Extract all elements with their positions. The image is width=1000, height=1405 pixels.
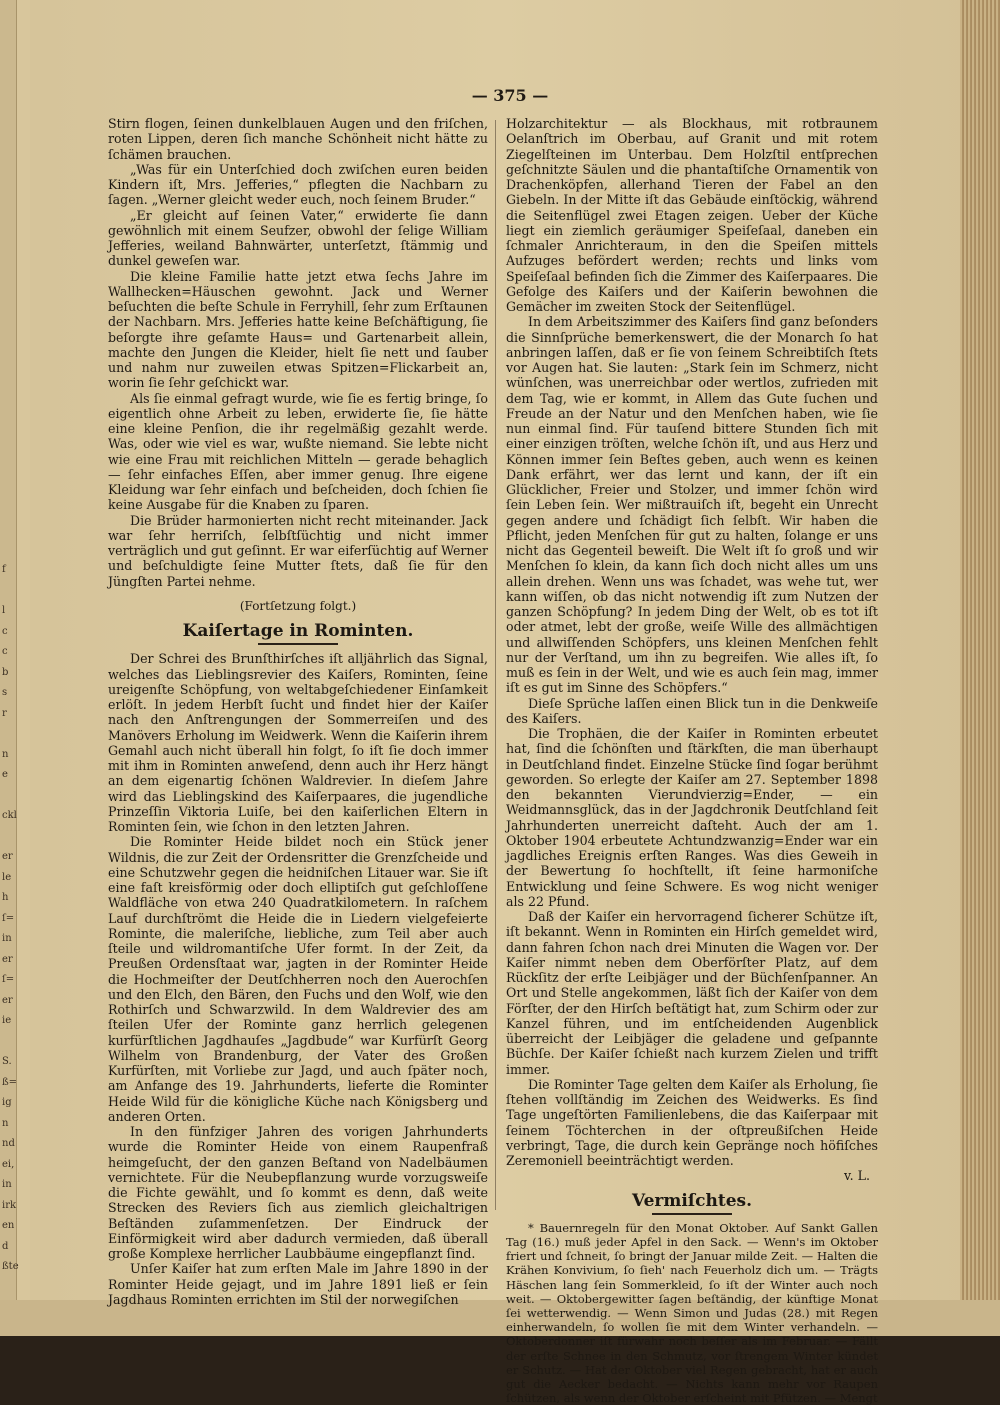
- right-column: [506, 116, 878, 1405]
- misc-title: Vermiſchtes.: [631, 1190, 753, 1211]
- edge-letter: in: [2, 933, 12, 944]
- story-paragraph: „Er gleicht auf ſeinen Vater,“ erwiderte ſie dann gewöhnlich mit einem Seufzer, obwohl der ſelige William Jefferies, weiland Bahnwärter, unterſetzt, ſtämmig und dunkel geweſen war.: [108, 207, 488, 269]
- edge-letter: d: [2, 1240, 9, 1252]
- edge-letter: ig: [2, 1097, 12, 1108]
- article-paragraph: In dem Arbeitszimmer des Kaiſers ſind ganz beſonders die Sinnſprüche bemerkenswert, die der Monarch ſo hat anbringen laſſen, daß er ſie von ſeinem Schreibtiſch ſtets vor Augen hat. Sie lauten: „Stark ſein im Schmerz, nicht wünſchen, was unerreichbar oder wertlos, zufrieden mit dem Tag, wie er kommt, in Allem das Gute ſuchen und Freude an der Natur und den Menſchen haben, wie ſie nun einmal ſind. Für tauſend bittere Stunden ſich mit einer einzigen tröſten, welche ſchön iſt, und aus Herz und Können immer ſein Beſtes geben, auch wenn es keinen Dank erfährt, wer das lernt und kann, der iſt ein Glücklicher, Freier und Stolzer, und immer ſchön wird ſein Leben ſein. Wer mißtrauiſch iſt, begeht ein Unrecht gegen andere und ſchädigt ſich ſelbſt. Wir haben die Pflicht, jeden Menſchen für gut zu halten, ſolange er uns nicht das Gegenteil beweiſt. Die Welt iſt ſo groß und wir Menſchen ſo klein, da kann ſich doch nicht alles um uns allein drehen. Wenn uns was ſchadet, was wehe tut, wer kann wiſſen, ob das nicht notwendig iſt zum Nutzen der ganzen Schöpfung? In jedem Ding der Welt, ob es tot iſt oder atmet, lebt der große, weiſe Wille des allmächtigen und allwiſſenden Schöpfers, uns kleinen Menſchen fehlt nur der Verſtand, um ihn zu begreifen. Wie alles iſt, ſo muß es ſein in der Welt, und wie es auch ſein mag, immer iſt es gut im Sinne des Schöpfers.“: [506, 314, 878, 696]
- page-number: — 375 —: [471, 86, 549, 105]
- edge-letter: ckl: [2, 810, 17, 821]
- edge-letter: er: [2, 994, 13, 1006]
- article-title: Kaiſertage in Rominten.: [182, 621, 414, 641]
- edge-letter: b: [2, 666, 9, 678]
- edge-letter: nd: [2, 1138, 15, 1149]
- article-paragraph: Daß der Kaiſer ein hervorragend ſicherer Schütze iſt, iſt bekannt. Wenn in Rominten ein Hirſch gemeldet wird, dann fahren ſchon nach drei Minuten die Wagen vor. Der Kaiſer nimmt neben dem Oberförſter Platz, auf dem Rückſitz der erſte Leibjäger und der Büchſenſpanner. An Ort und Stelle angekommen, läßt ſich der Kaiſer von dem Förſter, der den Hirſch beſtätigt hat, zum Schirm oder zur Kanzel führen, und im entſcheidenden Augenblick überreicht der Leibjäger die geladene und geſpannte Büchſe. Der Kaiſer ſchießt nach kurzem Zielen und trifft immer.: [506, 909, 878, 1077]
- misc-paragraph: * Bauernregeln für den Monat Oktober. Auf Sankt Gallen Tag (16.) muß jeder Apfel in den Sack. — Wenn's im Oktober friert und ſchneit, ſo bringt der Januar milde Zeit. — Halten die Krähen Konvivium, ſo ſieh' nach Feuerholz dich um. — Trägts Häschen lang ſein Sommerkleid, ſo iſt der Winter auch noch weit. — Oktobergewitter ſagen beſtändig, der künftige Monat ſei wetterwendig. — Wenn Simon und Judas (28.) mit Regen einherwandeln, ſo wollen ſie mit dem Winter verhandeln. — Oktoberdonner iſt fürwahr noch beſſer als im Februar. — Fällt der erſte Schnee in den Schmutz, vor ſtrengem Winter kündet er Schutz. — Hat der Oktober viel Regen gebracht, hat er auch gut die Aecker bedacht. — Nichts kann mehr vor Raupen ſchützen, als wenn der Oktober erſcheint mit Pfützen. — Mengt: [506, 1220, 878, 1405]
- title-rule: [258, 643, 338, 645]
- edge-letter: en: [2, 1220, 15, 1231]
- article-paragraph: Dieſe Sprüche laſſen einen Blick tun in die Denkweiſe des Kaiſers.: [506, 695, 878, 726]
- article-paragraph: Die Trophäen, die der Kaiſer in Rominten erbeutet hat, ſind die ſchönſten und ſtärkſten, die man überhaupt in Deutſchland findet. Einzelne Stücke ſind ſogar berühmt geworden. So erlegte der Kaiſer am 27. September 1898 den bekannten Vierundvierzig=Ender, — ein Weidmannsglück, das in der Jagdchronik Deutſchland ſeit Jahrhunderten unerreicht daſteht. Auch der am 1. Oktober 1904 erbeutete Achtundzwanzig=Ender war ein jagdliches Ereignis erſten Ranges. Was dies Geweih in der Bewertung ſo hochſtellt, iſt ſeine harmoniſche Entwicklung und ſeine Schwere. Es wog nicht weniger als 22 Pfund.: [506, 726, 878, 909]
- edge-letter: n: [2, 1117, 9, 1129]
- edge-letter: l: [2, 605, 6, 616]
- edge-letter: ei,: [2, 1158, 15, 1170]
- edge-letter: ß=: [2, 1076, 18, 1088]
- edge-letter: [2, 827, 16, 848]
- story-paragraph: Als ſie einmal gefragt wurde, wie ſie es fertig bringe, ſo eigentlich ohne Arbeit zu leben, erwiderte ſie, ſie hätte eine kleine Penſion, die ihr regelmäßig gezahlt werde. Was, oder wie viel es war, wußte niemand. Sie lebte nicht wie eine Frau mit reichlichen Mitteln — gerade behaglich — ſehr einfaches Eſſen, aber immer genug. Ihre eigene Kleidung war ſehr einfach und beſcheiden, doch ſchien ſie keine Ausgabe für die Knaben zu ſparen.: [108, 390, 488, 513]
- edge-letter: [2, 724, 16, 745]
- facing-page-edge: [0, 0, 17, 1336]
- edge-letter: [2, 1032, 16, 1053]
- edge-letter: s: [2, 687, 8, 698]
- story-paragraph: Die kleine Familie hatte jetzt etwa ſechs Jahre im Wallhecken=Häuschen gewohnt. Jack und Werner beſuchten die beſte Schule in Ferryhill, ſehr zum Erſtaunen der Nachbarn. Mrs. Jefferies hatte keine Beſchäftigung, ſie beſorgte ihre geſamte Haus= und Gartenarbeit allein, machte den Jungen die Kleider, hielt ſie nett und ſauber und nahm nur zuweilen etwas Spitzen=Flickarbeit an, worin ſie ſehr geſchickt war.: [108, 268, 488, 391]
- edge-letter: [2, 581, 16, 602]
- story-paragraph: Stirn flogen, ſeinen dunkelblauen Augen und den friſchen, roten Lippen, deren ſich manche Schönheit nicht hätte zu ſchämen brauchen.: [108, 116, 488, 162]
- story-paragraph: Die Brüder harmonierten nicht recht miteinander. Jack war ſehr herriſch, ſelbſtſüchtig und nicht immer verträglich und gut geſinnt. Er war eiferſüchtig auf Werner und beſchuldigte ſeine Mutter ſtets, daß ſie für den Jüngſten Partei nehme.: [108, 512, 488, 589]
- edge-letter: ie: [2, 1015, 12, 1026]
- article-paragraph: Die Rominter Heide bildet noch ein Stück jener Wildnis, die zur Zeit der Ordensritter die Grenzſcheide und eine Schutzwehr gegen die heidniſchen Litauer war. Sie iſt eine faſt kreisförmig oder doch elliptiſch gut geſchloſſene Waldfläche von etwa 240 Quadratkilometern. In raſchem Lauf durchſtrömt die Heide die in Liedern vielgefeierte Rominte, die maleriſche, liebliche, zum Teil aber auch ſteile und wildromantiſche Ufer formt. In der Zeit, da Preußen Ordensſtaat war, jagten in der Rominter Heide die Hochmeiſter der Deutſchherren noch den Auerochſen und den Elch, den Bären, den Fuchs und den Wolf, wie den Rothirſch und Schwarzwild. In dem Waldrevier des am ſteilen Ufer der Rominte ganz herrlich gelegenen kurfürſtlichen Jagdhauſes „Jagdbude“ war Kurfürſt Georg Wilhelm von Brandenburg, der Vater des Großen Kurfürſten, mit Vorliebe zur Jagd, und auch ſpäter noch, am Anfange des 19. Jahrhunderts, lieferte die Rominter Heide Wild für die königliche Küche nach Königsberg und anderen Orten.: [108, 834, 488, 1124]
- edge-letter: [2, 786, 16, 807]
- article-paragraph: Unſer Kaiſer hat zum erſten Male im Jahre 1890 in der Rominter Heide gejagt, und im Jahre 1891 ließ er ſein Jagdhaus Rominten errichten im Stil der norwegiſchen: [108, 1261, 488, 1307]
- edge-letter: in: [2, 1179, 12, 1190]
- column-divider: [495, 120, 496, 1210]
- edge-letter: er: [2, 851, 13, 862]
- edge-letter: ſ=: [2, 974, 15, 985]
- edge-letter: n: [2, 748, 9, 760]
- article-paragraph: Der Schrei des Brunſthirſches iſt alljährlich das Signal, welches das Lieblingsrevier des Kaiſers, Rominten, ſeine ureigenſte Schöpfung, von weltabgeſchiedener Einſamkeit erlöſt. In jedem Herbſt ſucht und findet hier der Kaiſer nach den Anſtrengungen der Sommerreiſen und des Manövers Erholung im Weidwerk. Wenn die Kaiſerin ihrem Gemahl auch nicht überall hin folgt, ſo iſt ſie doch immer mit ihm in Rominten anweſend, denn auch ihr Herz hängt an dem eigenartig ſchönen Waldrevier. In dieſem Jahre wird das Lieblingskind des Kaiſerpaares, die jugendliche Prinzeſſin Viktoria Luiſe, bei den kaiſerlichen Eltern in Rominten ſein, wie ſchon in den letzten Jahren.: [108, 651, 488, 834]
- article-paragraph: Holzarchitektur — als Blockhaus, mit rotbraunem Oelanſtrich im Oberbau, auf Granit und mit rotem Ziegelſteinen im Unterbau. Dem Holzſtil entſprechen geſchnitzte Säulen und die phantaſtiſche Ornamentik von Drachenköpfen, allerhand Tieren der Fabel an den Giebeln. In der Mitte iſt das Gebäude einſtöckig, während die Seitenflügel zwei Etagen zeigen. Ueber der Küche liegt ein ziemlich geräumiger Speiſeſaal, daneben ein ſchmaler Anrichteraum, in den die Speiſen mittels Aufzuges befördert werden; rechts und links vom Speiſeſaal befinden ſich die Zimmer des Kaiſerpaares. Die Gefolge des Kaiſers und der Kaiſerin bewohnen die Gemächer im zweiten Stock der Seitenflügel.: [506, 116, 878, 314]
- book-page-edges: [960, 0, 1000, 1336]
- article-paragraph: In den fünfziger Jahren des vorigen Jahrhunderts wurde die Rominter Heide von einem Raupenfraß heimgeſucht, der den ganzen Beſtand von Nadelbäumen vernichtete. Für die Neubepflanzung wurde vorzugsweiſe die Fichte gewählt, und ſo kommt es denn, daß weite Strecken des Reviers ſich aus ziemlich gleichaltrigen Beſtänden zuſammenſetzen. Der Eindruck der Einförmigkeit wird aber dadurch vermieden, daß überall große Komplexe herrlicher Laubbäume eingepflanzt ſind.: [108, 1124, 488, 1261]
- edge-letter: ßte: [2, 1261, 19, 1272]
- title-rule: [652, 1213, 732, 1215]
- edge-letter: c: [2, 646, 8, 657]
- edge-letter: e: [2, 769, 8, 780]
- continued-note: (Fortſetzung folgt.): [239, 598, 357, 613]
- edge-letter: h: [2, 892, 9, 903]
- story-paragraph: „Was für ein Unterſchied doch zwiſchen euren beiden Kindern iſt, Mrs. Jefferies,“ pflegten die Nachbarn zu ſagen. „Werner gleicht weder euch, noch ſeinem Bruder.“: [108, 161, 488, 208]
- edge-letter: ſ=: [2, 912, 15, 924]
- edge-letter: irk: [2, 1199, 17, 1211]
- edge-letter: S.: [2, 1056, 12, 1067]
- edge-letter: r: [2, 707, 7, 719]
- left-column: [108, 116, 488, 1307]
- article-paragraph: Die Rominter Tage gelten dem Kaiſer als Erholung, ſie ſtehen vollſtändig im Zeichen des Weidwerks. Es ſind Tage ungeſtörten Familienlebens, die das Kaiſerpaar mit ſeinem Töchterchen in der oſtpreußiſchen Heide verbringt, Tage, die durch kein Gepränge noch höfiſches Zeremoniell beeinträchtigt werden.: [506, 1076, 878, 1168]
- edge-letter: er: [2, 953, 13, 965]
- edge-letter: le: [2, 871, 12, 883]
- facing-page-letters: [2, 560, 19, 1278]
- author-signature: v. L.: [844, 1168, 870, 1184]
- edge-letter: c: [2, 625, 8, 637]
- edge-letter: f: [2, 564, 6, 575]
